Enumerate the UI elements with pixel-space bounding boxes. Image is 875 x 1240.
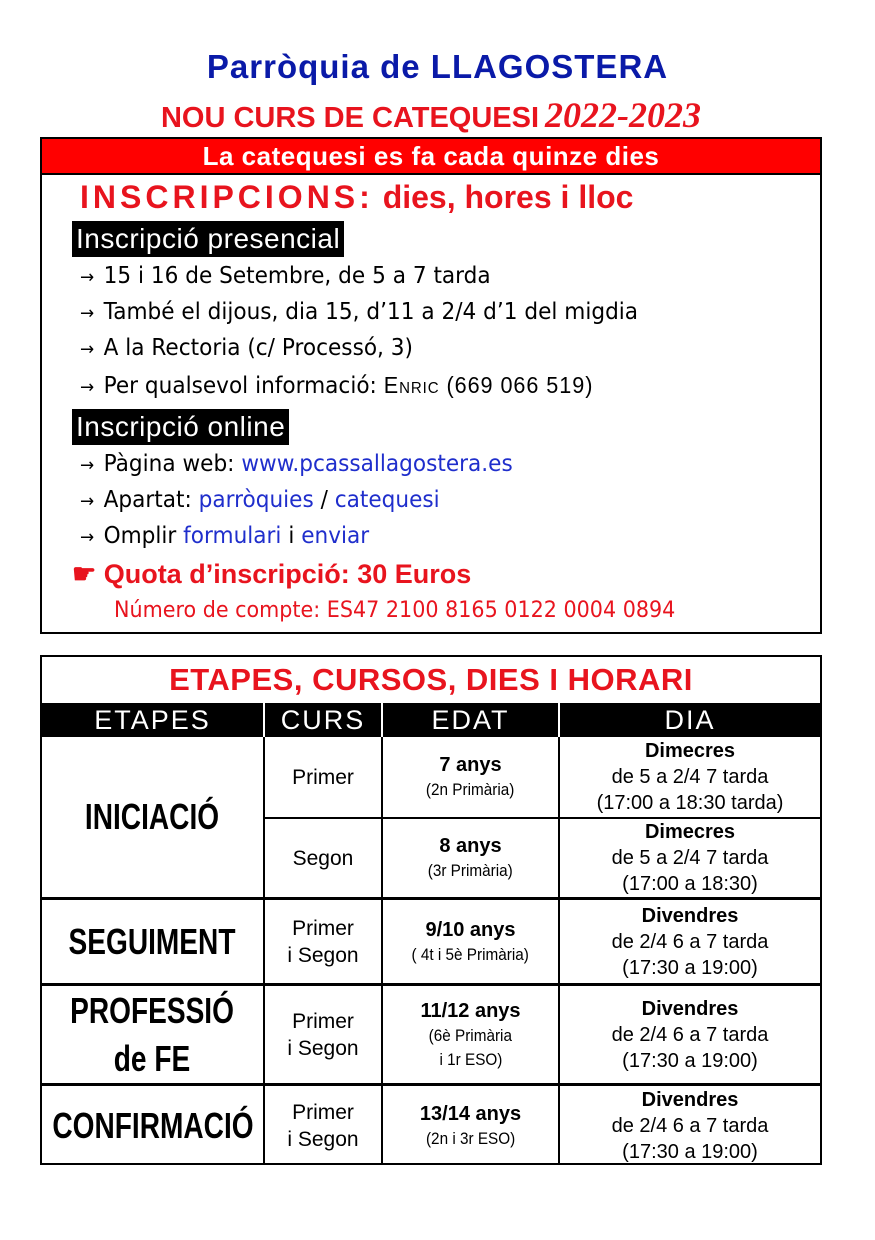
web-prefix: Pàgina web: <box>103 451 235 477</box>
presencial-text-1: 15 i 16 de Setembre, de 5 a 7 tarda <box>103 263 491 289</box>
info-prefix: Per qualsevol informació: <box>103 373 377 399</box>
apartat-line <box>80 487 440 513</box>
row-0-dia: Dimecres de 5 a 2/4 7 tarda (17:00 a 18:30 tarda) <box>596 740 784 814</box>
row-1-dia: Dimecres de 5 a 2/4 7 tarda (17:00 a 18:30) <box>611 821 769 895</box>
presencial-line-3 <box>80 335 413 361</box>
arrow-icon: → <box>80 377 95 398</box>
registration-box <box>40 137 822 634</box>
row-2-curs: Primer i Segon <box>287 916 359 967</box>
formulari-link[interactable]: formulari <box>183 523 282 549</box>
apartat-prefix: Apartat: <box>103 487 192 513</box>
catequesi-link[interactable]: catequesi <box>334 487 440 513</box>
table-header <box>42 703 820 737</box>
row-4-curs: Primer i Segon <box>287 1100 359 1151</box>
presencial-line-2 <box>80 299 638 325</box>
omplir-prefix: Omplir <box>103 523 177 549</box>
arrow-icon: → <box>80 339 95 360</box>
presencial-label: Inscripció presencial <box>72 221 344 257</box>
parish-title: Parròquia de LLAGOSTERA <box>206 48 669 85</box>
omplir-mid: i <box>288 523 295 549</box>
omplir-line <box>80 523 369 549</box>
row-3-dia: Divendres de 2/4 6 a 7 tarda (17:30 a 19:00) <box>611 997 769 1072</box>
presencial-text-2: També el dijous, dia 15, d’11 a 2/4 d’1 del migdia <box>103 299 639 325</box>
parroquies-link[interactable]: parròquies <box>198 487 314 513</box>
arrow-icon: → <box>80 267 95 288</box>
etapa-confirmacio: CONFIRMACIÓ <box>51 1104 254 1146</box>
biweekly-banner: La catequesi es fa cada quinze dies <box>42 139 820 175</box>
presencial-text-3: A la Rectoria (c/ Processó, 3) <box>103 335 413 361</box>
course-subtitle: NOU CURS DE CATEQUESI <box>160 102 540 134</box>
row-4-dia: Divendres de 2/4 6 a 7 tarda (17:30 a 19:00) <box>611 1088 769 1163</box>
schedule-title: ETAPES, CURSOS, DIES I HORARI <box>169 662 693 697</box>
header-edat: EDAT <box>431 705 510 735</box>
row-0-curs: Primer <box>292 765 354 789</box>
website-link[interactable]: www.pcassallagostera.es <box>241 451 513 477</box>
enviar-link[interactable]: enviar <box>301 523 370 549</box>
row-2-edat: 9/10 anys ( 4t i 5è Primària) <box>411 918 530 964</box>
arrow-icon: → <box>80 491 95 512</box>
row-3-curs: Primer i Segon <box>287 1009 359 1060</box>
row-4-edat: 13/14 anys (2n i 3r ESO) <box>419 1102 522 1148</box>
arrow-icon: → <box>80 527 95 548</box>
info-line <box>80 372 593 399</box>
header-curs: CURS <box>280 705 366 735</box>
presencial-line-1 <box>80 263 491 289</box>
contact-phone: (669 066 519) <box>446 372 594 398</box>
fee-line: ☛ Quota d’inscripció: 30 Euros <box>72 559 472 589</box>
inscripcions-label: INSCRIPCIONS: <box>80 179 374 215</box>
row-1-edat: 8 anys (3r Primària) <box>427 835 513 880</box>
course-title <box>0 94 862 136</box>
header-etapes: ETAPES <box>94 705 211 735</box>
inscripcions-heading <box>80 179 633 216</box>
header-dia: DIA <box>664 705 716 735</box>
row-2-dia: Divendres de 2/4 6 a 7 tarda (17:30 a 19:00) <box>611 904 769 979</box>
arrow-icon: → <box>80 455 95 476</box>
arrow-icon: → <box>80 303 95 324</box>
etapa-iniciacio: INICIACIÓ <box>85 796 220 837</box>
row-0-edat: 7 anys (2n Primària) <box>426 754 515 799</box>
contact-name: Enric <box>383 372 440 398</box>
etapa-seguiment: SEGUIMENT <box>69 920 236 962</box>
course-year: 2022-2023 <box>545 95 702 135</box>
inscripcions-subtitle: dies, hores i lloc <box>382 179 634 215</box>
apartat-separator: / <box>320 487 328 513</box>
web-line <box>80 451 513 477</box>
schedule-table <box>40 655 822 1165</box>
online-label: Inscripció online <box>72 409 289 445</box>
row-3-edat: 11/12 anys (6è Primària i 1r ESO) <box>420 999 521 1069</box>
row-1-curs: Segon <box>292 846 354 870</box>
account-number: Número de compte: ES47 2100 8165 0122 0004 0894 <box>114 598 676 623</box>
etapa-professio: PROFESSIÓ de FE <box>70 989 235 1079</box>
